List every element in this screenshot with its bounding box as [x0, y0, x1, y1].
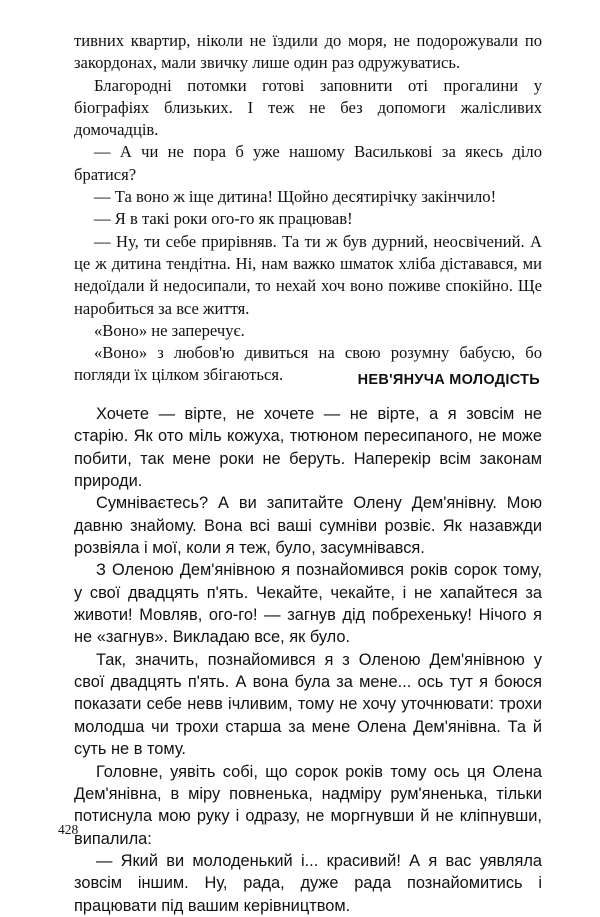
dialogue-line: — Ну, ти себе прирівняв. Та ти ж був дурний, неосвічений. А це ж дитина тендітна. Ні, нам важко шматок хліба діставався, ми недоїдали й недосипали, то нехай хоч воно поживе спокійно. Ще наробиться за все життя. — [74, 231, 542, 318]
paragraph: «Воно» не заперечує. — [94, 320, 245, 340]
section-2-text — [74, 403, 542, 917]
paragraph: Так, значить, познайомився я з Оленою Дем'янівною у свої двадцять п'ять. А вона була за мене... ось тут я боюся показати себе невв ічливим, тому не хочу уточнювати: трохи молодша чи трохи старша за мене Олена Дем'янівна. Та й суть не в тому. — [74, 650, 542, 759]
dialogue-line: — Та воно ж іще дитина! Щойно десятирічку закінчило! — [94, 187, 497, 207]
chapter-title: НЕВ'ЯНУЧА МОЛОДІСТЬ — [357, 372, 540, 388]
paragraph: тивних квартир, ніколи не їздили до моря, не подорожували по закордонах, мали звичку лише один раз одружуватись. — [74, 31, 542, 73]
paragraph: Головне, уявіть собі, що сорок років тому ось ця Олена Дем'янівна, в міру повненька, надміру рум'яненька, тільки потиснула мою руку і одразу, не моргнувши й не кліпнувши, випалила: — [74, 762, 542, 848]
dialogue-line: — Я в такі роки ого-го як працював! — [94, 209, 353, 229]
dialogue-line: — А чи не пора б уже нашому Василькові за якесь діло братися? — [74, 142, 542, 184]
paragraph: Сумніваєтесь? А ви запитайте Олену Дем'янівну. Мою давню знайому. Вона всі ваші сумніви розвіє. Як назавжди розвіяла і мої, коли я теж, було, засумнівався. — [74, 494, 542, 558]
paragraph: Благородні потомки готові заповнити оті прогалини у біографіях близьких. І теж не без допомоги жалісливих домочадців. — [74, 75, 542, 140]
paragraph: «Воно» з любов'ю дивиться на свою розумну бабусю, бо погляди їх цілком збігаються. — [74, 343, 542, 385]
section-1-text — [74, 30, 542, 387]
chapter-heading-block — [74, 372, 540, 388]
paragraph: З Оленою Дем'янівною я познайомився років сорок тому, у свої двадцять п'ять. Чекайте, чекайте, і не хапайтеся за животи! Мовляв, ого-го! — загнув дід побрехеньку! Нічого я не «загнув». Викладаю все, як було. — [74, 561, 542, 647]
page-number: 428 — [58, 822, 79, 837]
dialogue-line: — Який ви молоденький і... красивий! А я вас уявляла зовсім іншим. Ну, рада, дуже рада познайомитись і працювати під вашим керівництвом. — [74, 851, 542, 915]
paragraph: Хочете — вірте, не хочете — не вірте, а я зовсім не старію. Як ото міль кожуха, тютюном пересипаного, не може побити, так мене роки не беруть. Наперекір всім законам природи. — [74, 405, 542, 491]
